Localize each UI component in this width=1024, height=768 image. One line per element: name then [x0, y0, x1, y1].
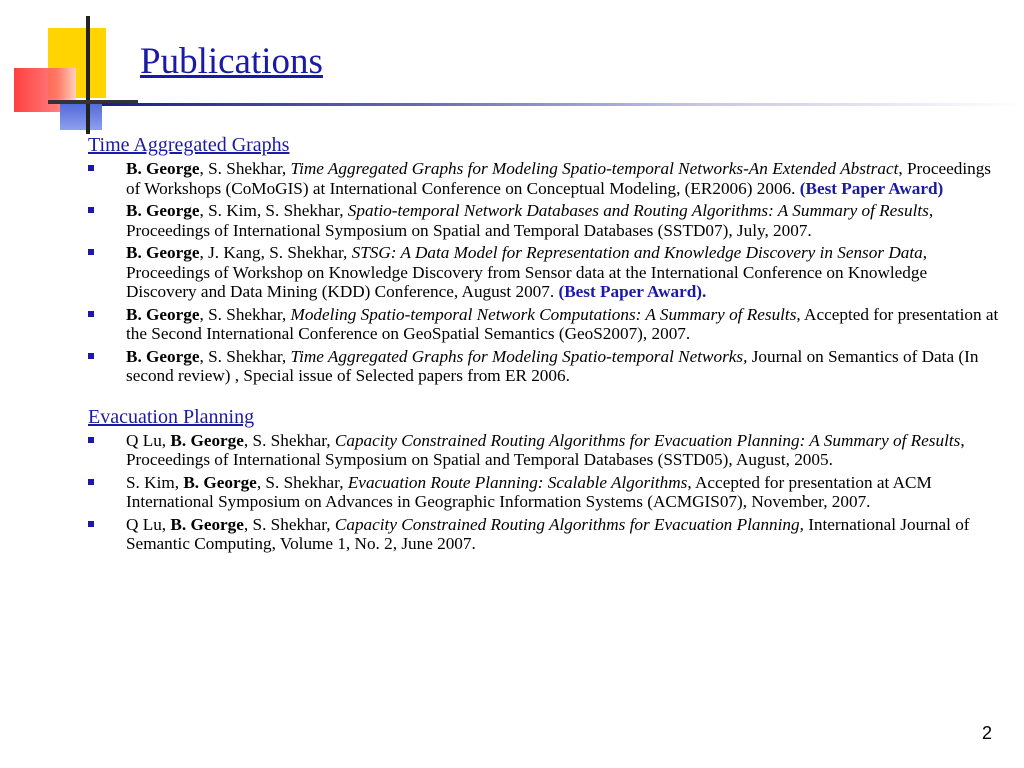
- page-title: Publications: [140, 41, 323, 82]
- pub-title: STSG: A Data Model for Representation and Knowledge Discovery in Sensor Data: [351, 243, 923, 262]
- pub-venue: , Proceedings of International Symposium on Spatial and Temporal Databases (SSTD07), July, 2007.: [126, 201, 934, 240]
- pub-venue: , Proceedings of International Symposium on Spatial and Temporal Databases (SSTD05), August, 2005.: [126, 430, 965, 469]
- pub-title: Time Aggregated Graphs for Modeling Spatio-temporal Networks-An Extended Abstract: [290, 159, 899, 178]
- pub-author-bold: B. George: [126, 243, 200, 262]
- pub-coauthors-post: , S. Kim, S. Shekhar,: [199, 201, 348, 220]
- pub-coauthors-pre: S. Kim,: [126, 472, 184, 492]
- pub-venue: , Proceedings of Workshop on Knowledge Discovery from Sensor data at the International Conference on Knowledge Discovery and Data Mining (KDD) Conference, August 2007.: [126, 243, 928, 301]
- pub-author-bold: B. George: [126, 159, 200, 178]
- publication-list-evacuation-planning: [88, 431, 1000, 554]
- pub-venue: , Accepted for presentation at the Second International Conference on GeoSpatial Semantics (GeoS2007), 2007.: [126, 304, 999, 343]
- publication-item: [88, 305, 1000, 344]
- pub-award: (Best Paper Award): [799, 178, 944, 198]
- pub-title: Spatio-temporal Network Databases and Routing Algorithms: A Summary of Results: [347, 201, 929, 220]
- pub-venue: , Proceedings of Workshops (CoMoGIS) at International Conference on Conceptual Modeling, (ER2006) 2006.: [126, 159, 991, 198]
- pub-coauthors-post: , J. Kang, S. Shekhar,: [199, 243, 352, 262]
- pub-author-bold: B. George: [126, 304, 200, 324]
- bullet-icon: [88, 521, 94, 527]
- pub-author-bold: B. George: [126, 201, 200, 220]
- section-heading-time-aggregated-graphs[interactable]: Time Aggregated Graphs: [88, 134, 290, 156]
- bullet-icon: [88, 311, 94, 317]
- publication-item: [88, 515, 1000, 554]
- pub-coauthors-pre: Q Lu,: [126, 514, 171, 534]
- pub-coauthors-pre: Q Lu,: [126, 430, 171, 450]
- publication-list-time-aggregated-graphs: [88, 159, 1000, 386]
- pub-coauthors-post: , S. Shekhar,: [243, 514, 335, 534]
- pub-author-bold: B. George: [170, 514, 244, 534]
- title-divider: [102, 103, 1024, 106]
- publication-item: [88, 243, 1000, 302]
- pub-coauthors-post: , S. Shekhar,: [199, 346, 291, 366]
- publication-item: [88, 431, 1000, 470]
- pub-title: Capacity Constrained Routing Algorithms for Evacuation Planning: A Summary of Results: [334, 430, 961, 450]
- logo-vertical-line: [86, 16, 90, 134]
- pub-author-bold: B. George: [126, 346, 200, 366]
- pub-coauthors-post: , S. Shekhar,: [256, 472, 348, 492]
- publication-item: [88, 473, 1000, 512]
- pub-coauthors-post: , S. Shekhar,: [199, 159, 291, 178]
- pub-coauthors-post: , S. Shekhar,: [243, 430, 335, 450]
- section-heading-evacuation-planning[interactable]: Evacuation Planning: [88, 405, 255, 428]
- page-number: 2: [981, 723, 992, 743]
- pub-author-bold: B. George: [170, 430, 244, 450]
- bullet-icon: [88, 479, 94, 485]
- pub-author-bold: B. George: [183, 472, 257, 492]
- pub-title: Time Aggregated Graphs for Modeling Spatio-temporal Networks,: [290, 346, 748, 366]
- pub-award: (Best Paper Award).: [558, 282, 707, 301]
- pub-title: Capacity Constrained Routing Algorithms for Evacuation Planning,: [334, 514, 804, 534]
- slide-content: [88, 134, 1000, 557]
- publication-item: [88, 201, 1000, 240]
- pub-title: Modeling Spatio-temporal Network Computations: A Summary of Results: [290, 304, 797, 324]
- pub-title: Evacuation Route Planning: Scalable Algorithms: [347, 472, 688, 492]
- pub-venue: , Accepted for presentation at ACM International Symposium on Advances in Geographic Information Systems (ACMGIS07), November, 2007.: [126, 472, 932, 511]
- bullet-icon: [88, 249, 94, 255]
- pub-venue: Journal on Semantics of Data (In second review) , Special issue of Selected papers from ER 2006.: [126, 346, 979, 385]
- bullet-icon: [88, 207, 94, 213]
- logo-blue-square: [60, 100, 102, 130]
- publication-item: [88, 159, 1000, 198]
- bullet-icon: [88, 437, 94, 443]
- pub-coauthors-post: , S. Shekhar,: [199, 304, 291, 324]
- pub-venue: International Journal of Semantic Computing, Volume 1, No. 2, June 2007.: [126, 514, 970, 553]
- publication-item: [88, 347, 1000, 386]
- bullet-icon: [88, 353, 94, 359]
- bullet-icon: [88, 165, 94, 171]
